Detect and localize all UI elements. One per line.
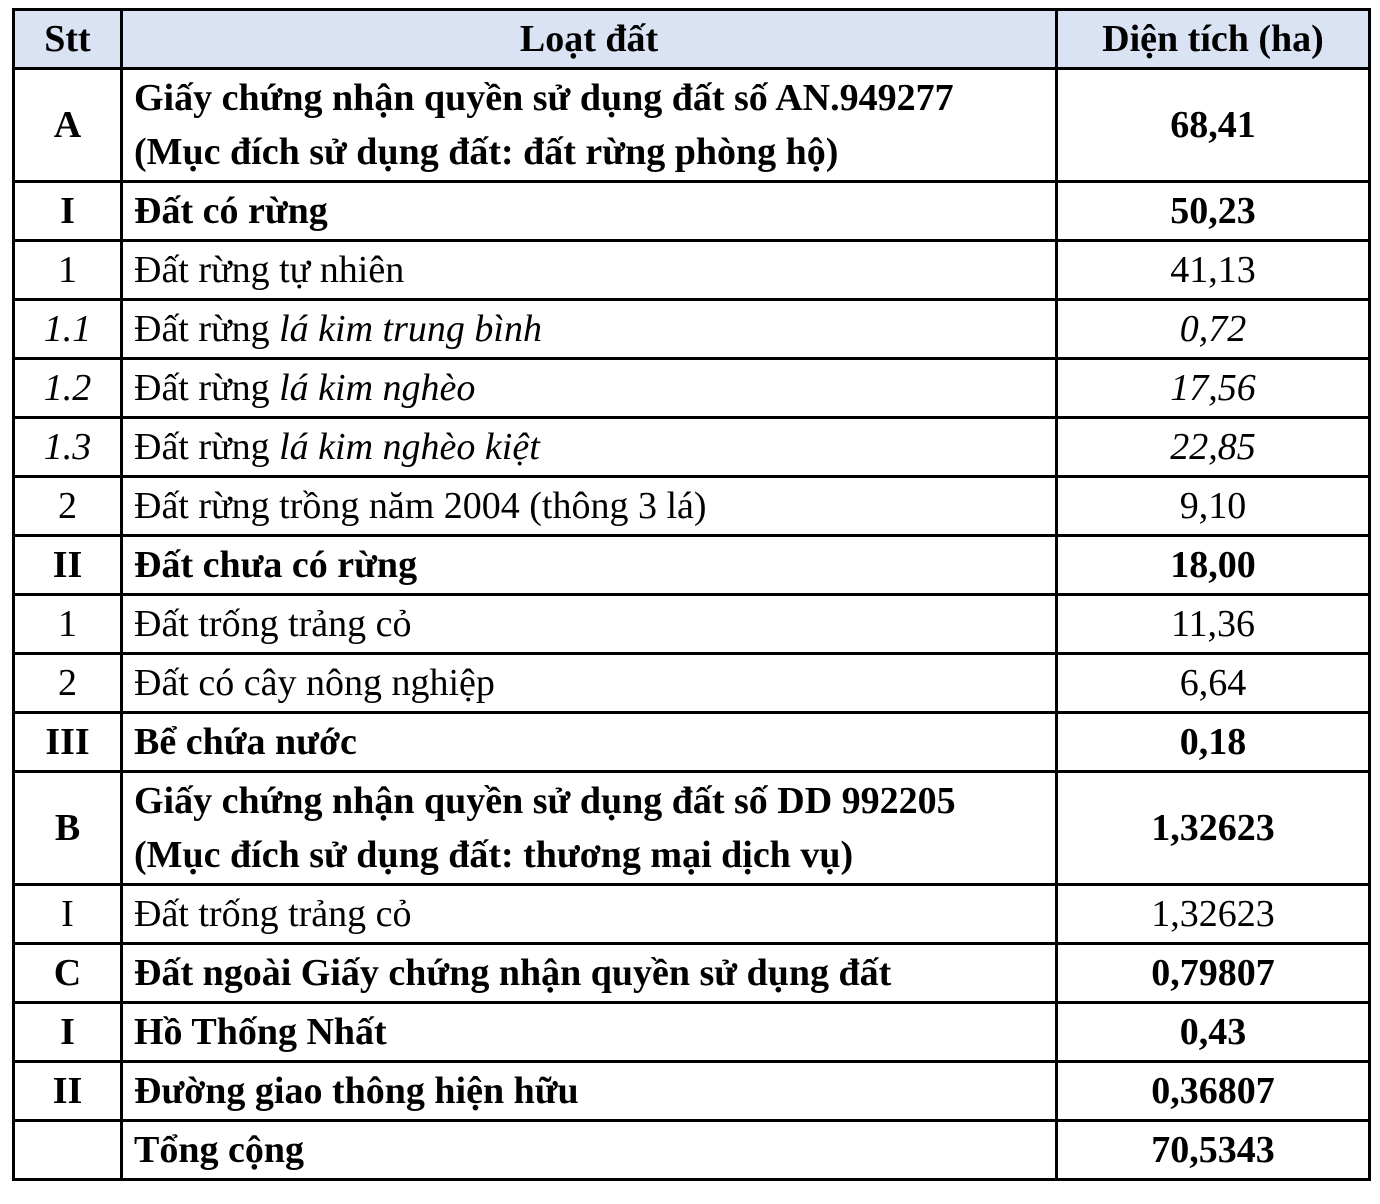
row-area: 0,18 xyxy=(1057,713,1370,772)
row-land-type: Đất trống trảng cỏ xyxy=(122,595,1057,654)
row-land-type-line2: (Mục đích sử dụng đất: đất rừng phòng hộ) xyxy=(134,131,839,173)
row-area: 22,85 xyxy=(1057,418,1370,477)
header-land-type: Loạt đất xyxy=(122,10,1057,69)
row-land-type-prefix: Đất rừng xyxy=(134,308,280,350)
row-land-type: Đất rừng trồng năm 2004 (thông 3 lá) xyxy=(122,477,1057,536)
row-stt: I xyxy=(14,182,122,241)
table-row xyxy=(14,944,1370,1003)
row-area: 0,72 xyxy=(1057,300,1370,359)
total-label: Tổng cộng xyxy=(122,1121,1057,1180)
row-land-type-italic: lá kim nghèo xyxy=(279,367,476,409)
header-area: Diện tích (ha) xyxy=(1057,10,1370,69)
row-land-type: Đất trống trảng cỏ xyxy=(122,885,1057,944)
row-land-type-italic: lá kim trung bình xyxy=(279,308,542,350)
row-stt: I xyxy=(14,1003,122,1062)
row-land-type xyxy=(122,300,1057,359)
table-row xyxy=(14,418,1370,477)
row-area: 0,36807 xyxy=(1057,1062,1370,1121)
row-land-type: Bể chứa nước xyxy=(122,713,1057,772)
row-area: 11,36 xyxy=(1057,595,1370,654)
row-stt: 2 xyxy=(14,477,122,536)
table-row xyxy=(14,182,1370,241)
table-row xyxy=(14,300,1370,359)
row-stt: 1 xyxy=(14,241,122,300)
total-stt xyxy=(14,1121,122,1180)
row-land-type: Đất ngoài Giấy chứng nhận quyền sử dụng đất xyxy=(122,944,1057,1003)
row-land-type: Đất có cây nông nghiệp xyxy=(122,654,1057,713)
row-land-type: Đất rừng tự nhiên xyxy=(122,241,1057,300)
table-row xyxy=(14,772,1370,885)
row-area: 41,13 xyxy=(1057,241,1370,300)
row-stt: I xyxy=(14,885,122,944)
row-land-type-line1: Giấy chứng nhận quyền sử dụng đất số DD 992205 xyxy=(134,780,956,822)
table-row xyxy=(14,241,1370,300)
row-land-type: Đất chưa có rừng xyxy=(122,536,1057,595)
row-area: 68,41 xyxy=(1057,69,1370,182)
row-area: 0,79807 xyxy=(1057,944,1370,1003)
row-stt: C xyxy=(14,944,122,1003)
row-stt: II xyxy=(14,1062,122,1121)
row-land-type-prefix: Đất rừng xyxy=(134,367,280,409)
table-row xyxy=(14,595,1370,654)
table-row xyxy=(14,1003,1370,1062)
row-land-type-line2: (Mục đích sử dụng đất: thương mại dịch vụ) xyxy=(134,834,854,876)
row-stt: 2 xyxy=(14,654,122,713)
table-row xyxy=(14,885,1370,944)
land-area-table xyxy=(12,8,1371,1181)
row-land-type xyxy=(122,359,1057,418)
row-area: 1,32623 xyxy=(1057,772,1370,885)
row-land-type: Hồ Thống Nhất xyxy=(122,1003,1057,1062)
row-stt: 1.1 xyxy=(14,300,122,359)
row-stt: III xyxy=(14,713,122,772)
row-stt: A xyxy=(14,69,122,182)
row-land-type xyxy=(122,69,1057,182)
row-stt: 1.3 xyxy=(14,418,122,477)
table-row xyxy=(14,1062,1370,1121)
row-stt: II xyxy=(14,536,122,595)
row-land-type: Đường giao thông hiện hữu xyxy=(122,1062,1057,1121)
row-land-type: Đất có rừng xyxy=(122,182,1057,241)
table-row xyxy=(14,654,1370,713)
row-area: 17,56 xyxy=(1057,359,1370,418)
table-total-row xyxy=(14,1121,1370,1180)
row-land-type xyxy=(122,418,1057,477)
total-area: 70,5343 xyxy=(1057,1121,1370,1180)
row-stt: 1.2 xyxy=(14,359,122,418)
row-stt: 1 xyxy=(14,595,122,654)
table-row xyxy=(14,536,1370,595)
row-land-type-italic: lá kim nghèo kiệt xyxy=(279,426,540,468)
table-row xyxy=(14,359,1370,418)
row-area: 0,43 xyxy=(1057,1003,1370,1062)
row-stt: B xyxy=(14,772,122,885)
table-header-row xyxy=(14,10,1370,69)
table-row xyxy=(14,69,1370,182)
row-area: 6,64 xyxy=(1057,654,1370,713)
row-area: 9,10 xyxy=(1057,477,1370,536)
header-stt: Stt xyxy=(14,10,122,69)
row-land-type xyxy=(122,772,1057,885)
table-row xyxy=(14,477,1370,536)
row-land-type-line1: Giấy chứng nhận quyền sử dụng đất số AN.949277 xyxy=(134,77,954,119)
row-area: 18,00 xyxy=(1057,536,1370,595)
row-area: 50,23 xyxy=(1057,182,1370,241)
row-land-type-prefix: Đất rừng xyxy=(134,426,280,468)
table-row xyxy=(14,713,1370,772)
row-area: 1,32623 xyxy=(1057,885,1370,944)
